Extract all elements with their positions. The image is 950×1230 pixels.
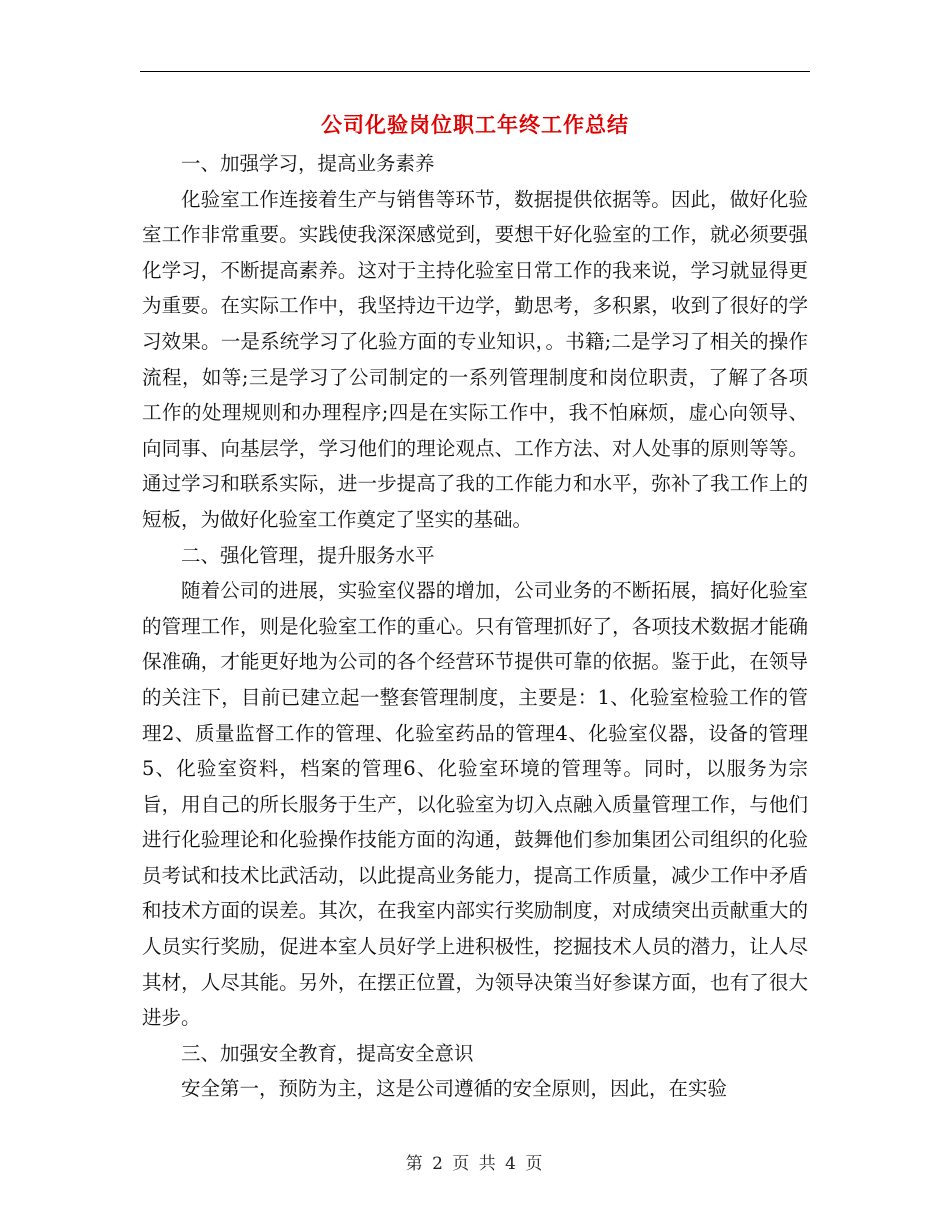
section-heading: 二、强化管理，提升服务水平 bbox=[181, 543, 435, 567]
section-paragraph: 安全第一，预防为主，这是公司遵循的安全原则，因此，在实验 bbox=[181, 1077, 728, 1101]
section-heading: 三、加强安全教育，提高安全意识 bbox=[181, 1041, 474, 1065]
section-heading: 一、加强学习，提高业务素养 bbox=[181, 152, 435, 175]
document-body bbox=[142, 146, 808, 1107]
section-paragraph: 随着公司的进展，实验室仪器的增加，公司业务的不断拓展，搞好化验室的管理工作，则是化验室工作的重心。只有管理抓好了，各项技术数据才能确保准确，才能更好地为公司的各个经营环节提供可靠的依据。鉴于此，在领导的关注下，目前已建立起一整套管理制度，主要是：1、化验室检验工作的管理2、质量监督工作的管理、化验室药品的管理4、化验室仪器，设备的管理5、化验室资料，档案的管理6、化验室环境的管理等。同时，以服务为宗旨，用自己的所长服务于生产，以化验室为切入点融入质量管理工作，与他们进行化验理论和化验操作技能方面的沟通，鼓舞他们参加集团公司组织的化验员考试和技术比武活动，以此提高业务能力，提高工作质量，减少工作中矛盾和技术方面的误差。其次，在我室内部实行奖励制度，对成绩突出贡献重大的人员实行奖励，促进本室人员好学上进积极性，挖掘技术人员的潜力，让人尽其材，人尽其能。另外，在摆正位置，为领导决策当好参谋方面，也有了很大进步。 bbox=[142, 579, 808, 1030]
header-rule bbox=[140, 71, 810, 72]
document-title: 公司化验岗位职工年终工作总结 bbox=[321, 112, 629, 137]
section-paragraph: 化验室工作连接着生产与销售等环节，数据提供依据等。因此，做好化验室工作非常重要。实践使我深深感觉到，要想干好化验室的工作，就必须要强化学习，不断提高素养。这对于主持化验室日常工作的我来说，学习就显得更为重要。在实际工作中，我坚持边干边学，勤思考，多积累，收到了很好的学习效果。一是系统学习了化验方面的专业知识，。书籍;二是学习了相关的操作流程，如等;三是学习了公司制定的一系列管理制度和岗位职责，了解了各项工作的处理规则和办理程序;四是在实际工作中，我不怕麻烦，虚心向领导、向同事、向基层学，学习他们的理论观点、工作方法、对人处事的原则等等。通过学习和联系实际，进一步提高了我的工作能力和水平，弥补了我工作上的短板，为做好化验室工作奠定了坚实的基础。 bbox=[142, 187, 808, 531]
page-number-footer: 第 2 页 共 4 页 bbox=[405, 1154, 545, 1174]
